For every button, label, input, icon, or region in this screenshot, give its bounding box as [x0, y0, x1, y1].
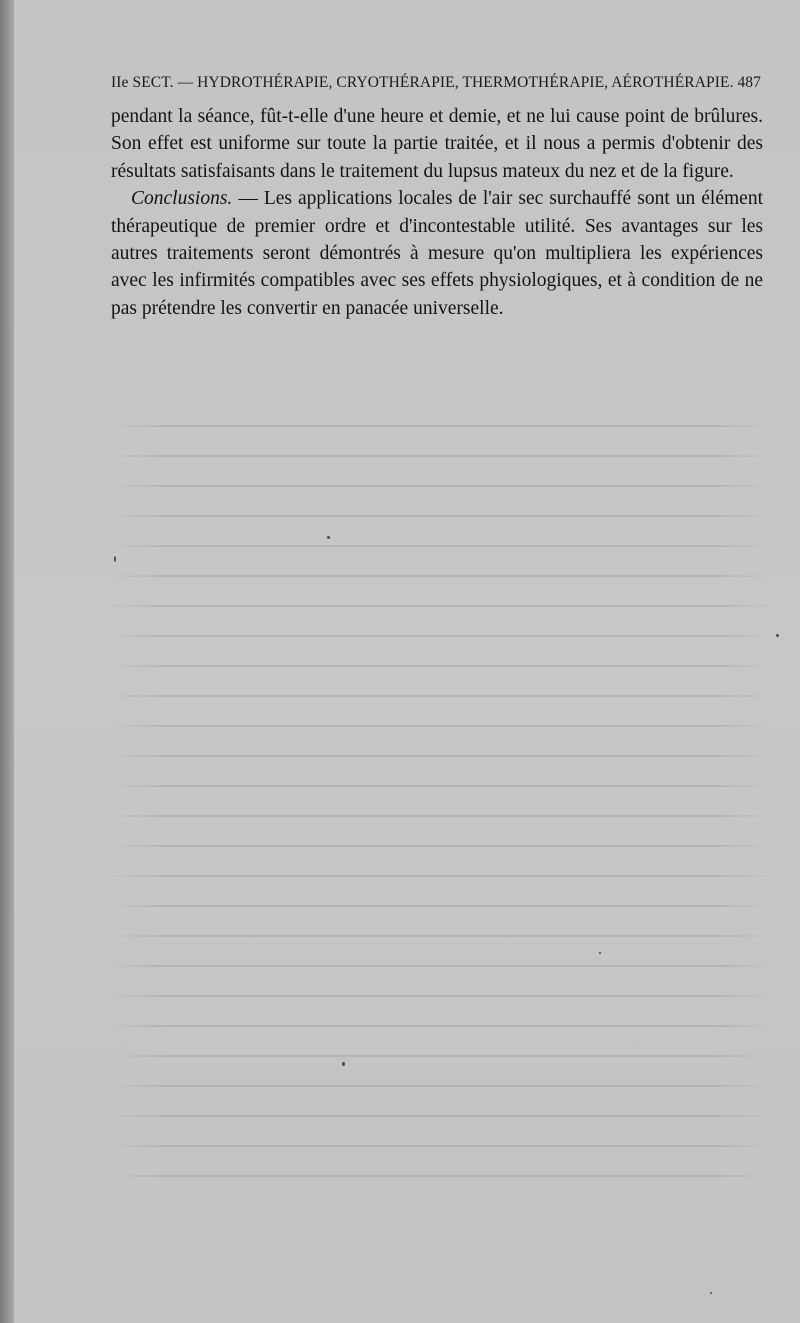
scan-speck — [710, 1292, 712, 1294]
running-header — [111, 74, 761, 92]
scan-speck — [776, 634, 779, 637]
reverse-side-bleed-through — [110, 425, 770, 1205]
scan-speck — [599, 952, 601, 954]
paragraph-text: pendant la séance, fût-t-elle d'une heure et demie, et ne lui cause point de brûlures. Son effet est uniforme sur toute la partie traitée, et il nous a permis d'obtenir des résultats satisfaisants dans le traitement du lupsus mateux du nez et de la figure. — [111, 106, 763, 182]
scan-speck — [342, 1062, 345, 1066]
scan-edge-shadow — [0, 0, 14, 1323]
paragraph-text: — Les applications locales de l'air sec surchauffé sont un élément thérapeutique de premier ordre et d'incontestable utilité. Ses avantages sur les autres traitements seront démontrés à mesure qu'on multipliera les expériences avec les infirmités compatibles avec ses effets physiologiques, et à condition de ne pas prétendre les convertir en panacée universelle. — [111, 188, 763, 319]
body-text — [111, 103, 763, 322]
page-number: 487 — [737, 74, 761, 91]
book-page — [14, 0, 800, 1323]
paragraph-continuation — [111, 103, 763, 185]
paragraph-conclusions — [111, 185, 763, 322]
paragraph-lead: Conclusions. — [131, 188, 233, 210]
scan-speck — [327, 536, 330, 539]
scan-speck — [114, 556, 116, 562]
running-title: IIe SECT. — HYDROTHÉRAPIE, CRYOTHÉRAPIE, THERMOTHÉRAPIE, AÉROTHÉRAPIE. — [111, 74, 734, 91]
